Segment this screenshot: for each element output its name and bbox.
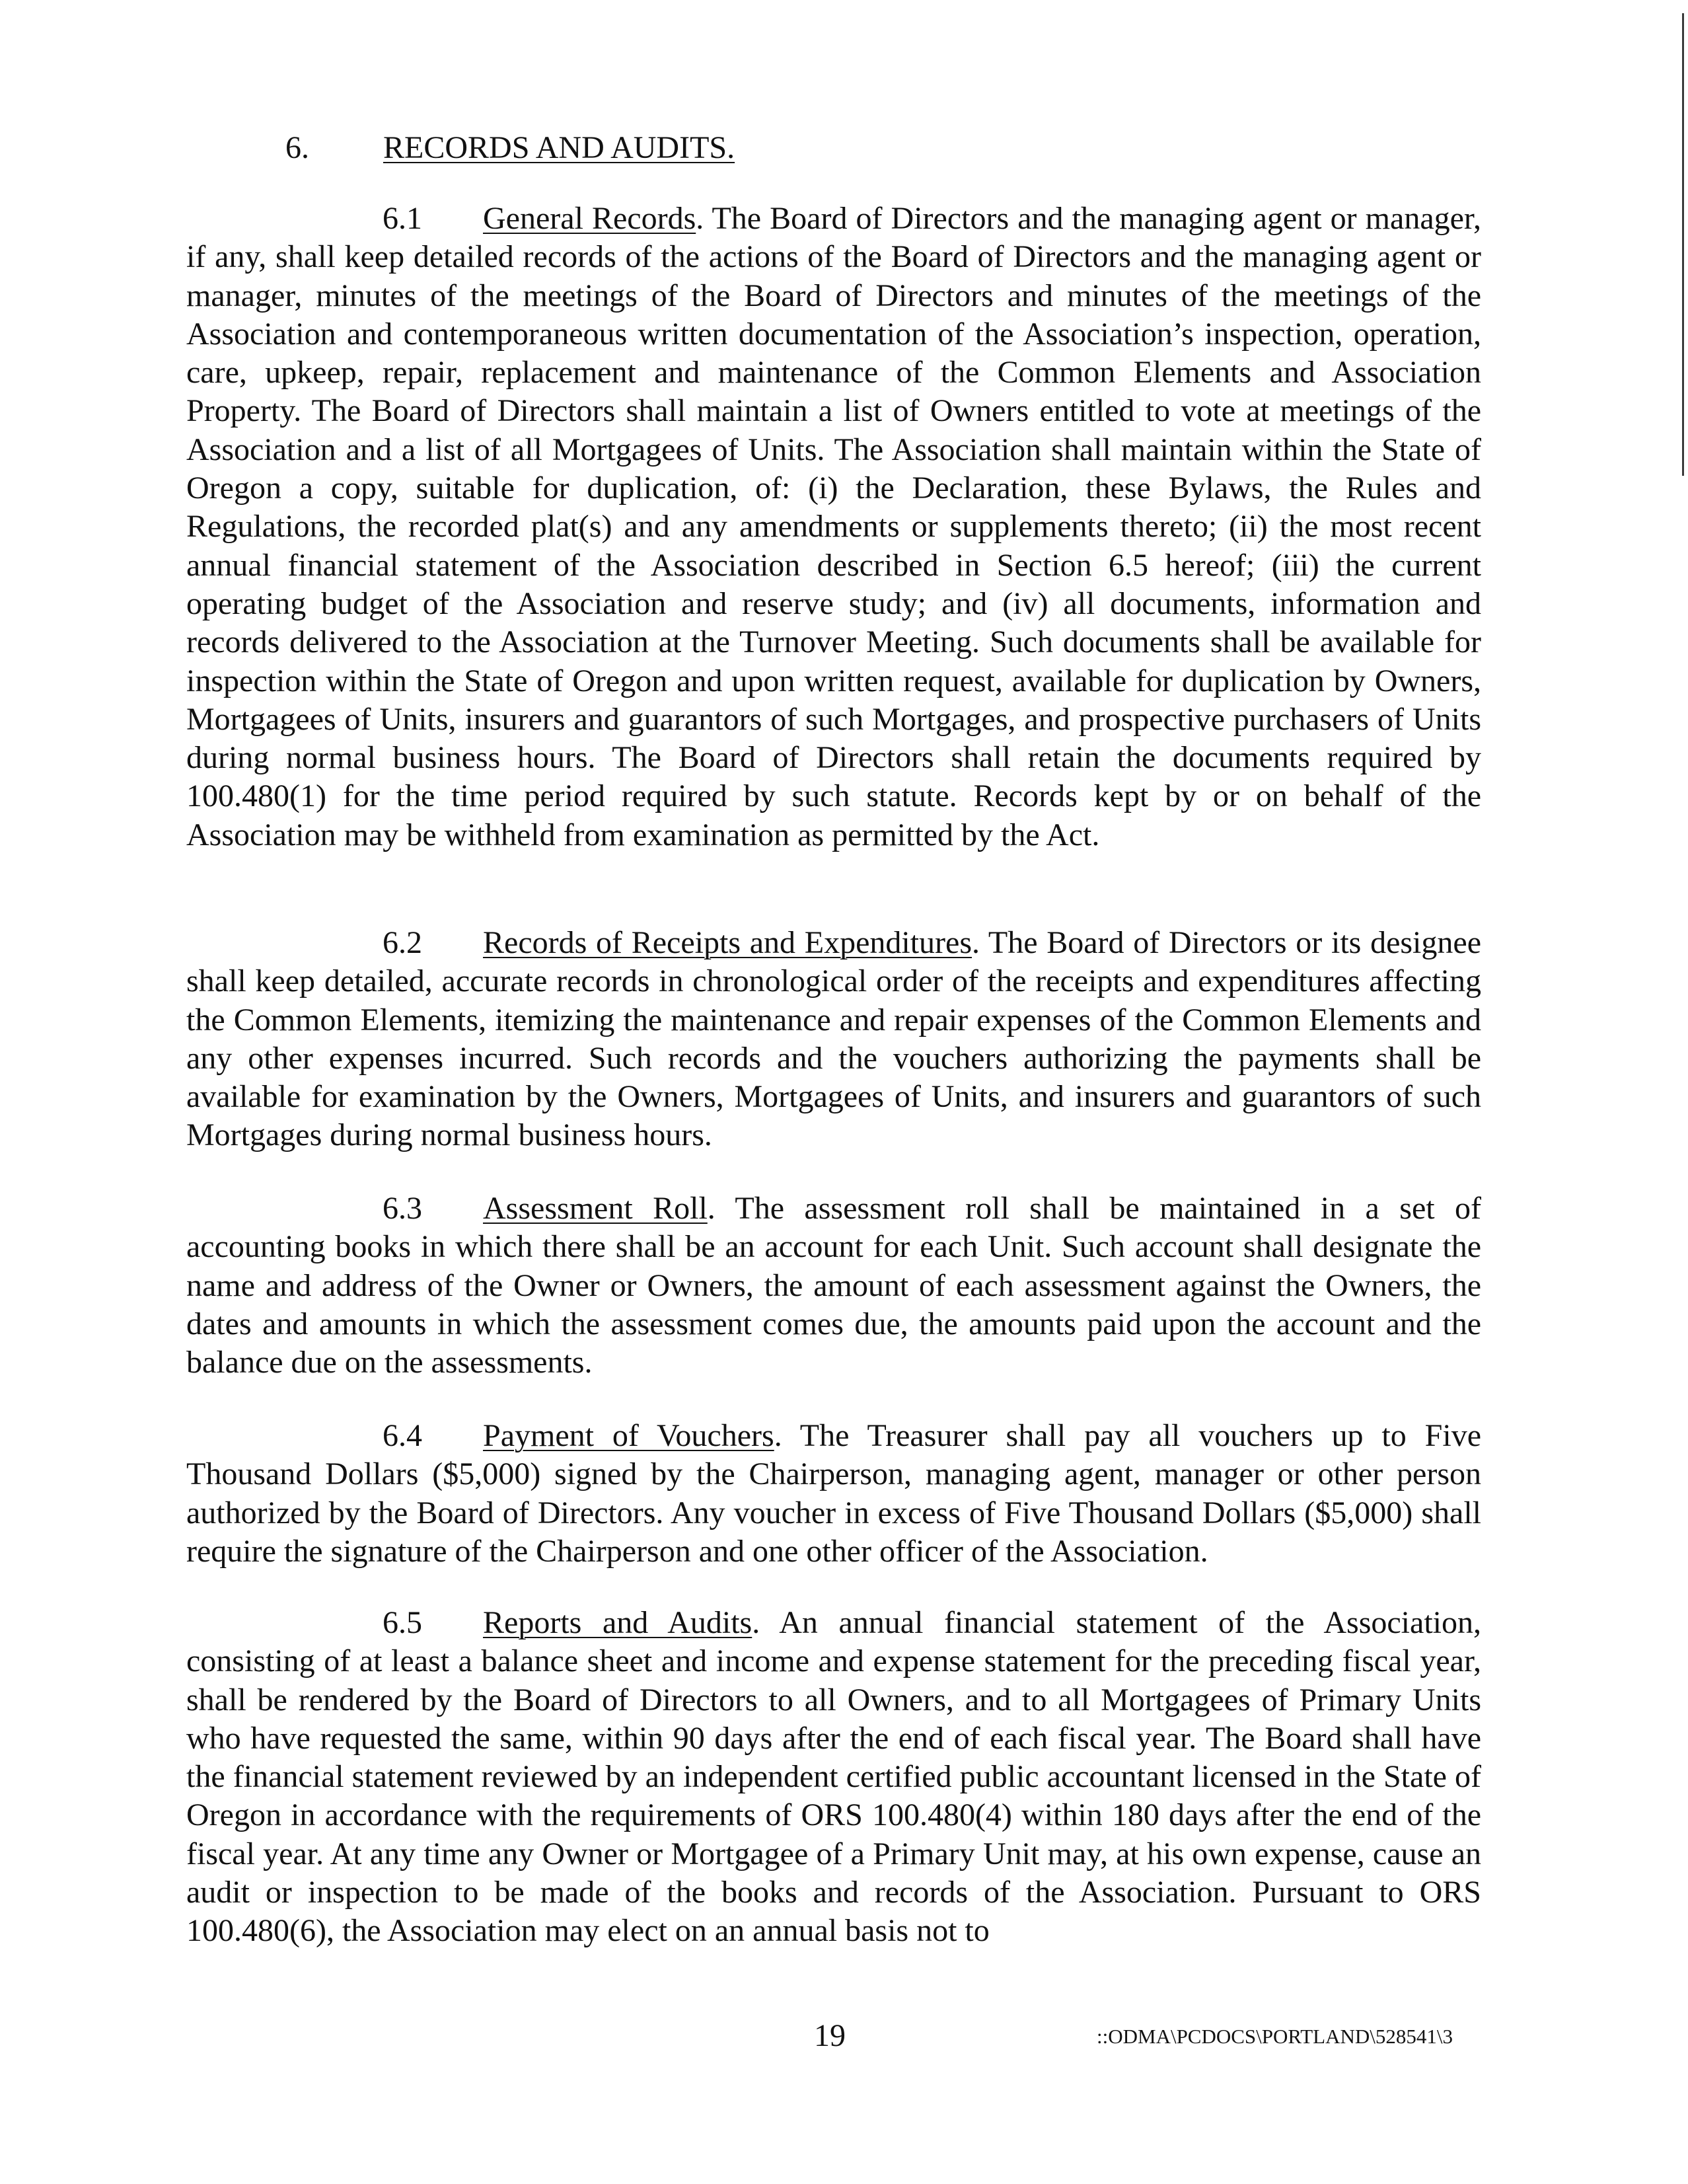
paragraph-number: 6.3 xyxy=(383,1191,422,1226)
paragraph-body: An annual financial statement of the Association, consisting of at least a balance sheet and income and expense statement for the preceding fiscal year, shall be rendered by the Board of Directors to all Owners, and to all Mortgagees of Primary Units who have requested the same, within 90 days after the end of each fiscal year. The Board shall have the financial statement reviewed by an independent certified public accountant licensed in the State of Oregon in accordance with the requirements of ORS 100.480(4) within 180 days after the end of the fiscal year. At any time any Owner or Mortgagee of a Primary Unit may, at his own expense, cause an audit or inspection to be made of the books and records of the Association. Pursuant to ORS 100.480(6), the Association may elect on an annual basis not to xyxy=(186,1605,1481,1949)
scan-edge-line xyxy=(1682,13,1684,476)
section-heading xyxy=(285,129,735,167)
paragraph-heading: General Records xyxy=(483,201,696,236)
page-number: 19 xyxy=(814,2018,846,2053)
paragraph-6-3: 6.3 Assessment Roll. The assessment roll shall be maintained in a set of accounting books in which there shall be an account for each Unit. Such account shall designate the name and address of the Owner or Owners, the amount of each assessment against the Owners, the dates and amounts in which the assessment comes due, the amounts paid upon the account and the balance due on the assessments. xyxy=(186,1191,1482,1380)
section-title: RECORDS AND AUDITS. xyxy=(383,130,735,165)
paragraph-number: 6.1 xyxy=(383,201,422,236)
paragraph-6-4: 6.4 Payment of Vouchers. The Treasurer shall pay all vouchers up to Five Thousand Dollars ($5,000) signed by the Chairperson, managing agent, manager or other person authorized by the Board of Directors. Any voucher in excess of Five Thousand Dollars ($5,000) shall require the signature of the Chairperson and one other officer of the Association. xyxy=(186,1418,1481,1569)
section-number: 6. xyxy=(285,130,309,165)
paragraph-heading: Assessment Roll xyxy=(483,1191,708,1226)
paragraph-body: The Treasurer shall pay all vouchers up to Five Thousand Dollars ($5,000) signed by the Chairperson, managing agent, manager or other person authorized by the Board of Directors. Any voucher in excess of Five Thousand Dollars ($5,000) shall require the signature of the Chairperson and one other officer of the Association. xyxy=(186,1418,1481,1569)
paragraph-6-2: 6.2 Records of Receipts and Expenditures. The Board of Directors or its designee shall keep detailed, accurate records in chronological order of the receipts and expenditures affecting the Common Elements, itemizing the maintenance and repair expenses of the Common Elements and any other expenses incurred. Such records and the vouchers authorizing the payments shall be available for examination by the Owners, Mortgagees of Units, and insurers and guarantors of such Mortgages during normal business hours. xyxy=(186,925,1482,1153)
paragraph-body: The Board of Directors or its designee shall keep detailed, accurate records in chronological order of the receipts and expenditures affecting the Common Elements, itemizing the maintenance and repair expenses of the Common Elements and any other expenses incurred. Such records and the vouchers authorizing the payments shall be available for examination by the Owners, Mortgagees of Units, and insurers and guarantors of such Mortgages during normal business hours. xyxy=(186,925,1482,1153)
paragraph-number: 6.2 xyxy=(383,925,422,960)
paragraph-number: 6.5 xyxy=(383,1605,422,1640)
paragraph-body: The Board of Directors and the managing agent or manager, if any, shall keep detailed records of the actions of the Board of Directors and the managing agent or manager, minutes of the meetings of the Board of Directors and minutes of the meetings of the Association and contemporaneous written documentation of the Association’s inspection, operation, care, upkeep, repair, replacement and maintenance of the Common Elements and Association Property. The Board of Directors shall maintain a list of Owners entitled to vote at meetings of the Association and a list of all Mortgagees of Units. The Association shall maintain within the State of Oregon a copy, suitable for duplication, of: (i) the Declaration, these Bylaws, the Rules and Regulations, the recorded plat(s) and any amendments or supplements thereto; (ii) the most recent annual financial statement of the Association described in Section 6.5 hereof; (iii) the current operating budget of the Association and reserve study; and (iv) all documents, information and records delivered to the Association at the Turnover Meeting. Such documents shall be available for inspection within the State of Oregon and upon written request, available for duplication by Owners, Mortgagees of Units, insurers and guarantors of such Mortgages, and prospective purchasers of Units during normal business hours. The Board of Directors shall retain the documents required by 100.480(1) for the time period required by such statute. Records kept by or on behalf of the Association may be withheld from examination as permitted by the Act. xyxy=(186,201,1481,852)
paragraph-heading: Payment of Vouchers xyxy=(483,1418,774,1453)
document-path: ::ODMA\PCDOCS\PORTLAND\528541\3 xyxy=(1097,2025,1453,2048)
paragraph-heading: Records of Receipts and Expenditures xyxy=(483,925,972,960)
paragraph-6-1: 6.1 General Records. The Board of Directors and the managing agent or manager, if any, shall keep detailed records of the actions of the Board of Directors and the managing agent or manager, minutes of the meetings of the Board of Directors and minutes of the meetings of the Association and contemporaneous written documentation of the Association’s inspection, operation, care, upkeep, repair, replacement and maintenance of the Common Elements and Association Property. The Board of Directors shall maintain a list of Owners entitled to vote at meetings of the Association and a list of all Mortgagees of Units. The Association shall maintain within the State of Oregon a copy, suitable for duplication, of: (i) the Declaration, these Bylaws, the Rules and Regulations, the recorded plat(s) and any amendments or supplements thereto; (ii) the most recent annual financial statement of the Association described in Section 6.5 hereof; (iii) the current operating budget of the Association and reserve study; and (iv) all documents, information and records delivered to the Association at the Turnover Meeting. Such documents shall be available for inspection within the State of Oregon and upon written request, available for duplication by Owners, Mortgagees of Units, insurers and guarantors of such Mortgages, and prospective purchasers of Units during normal business hours. The Board of Directors shall retain the documents required by 100.480(1) for the time period required by such statute. Records kept by or on behalf of the Association may be withheld from examination as permitted by the Act. xyxy=(186,201,1481,852)
paragraph-heading: Reports and Audits xyxy=(483,1605,752,1640)
paragraph-number: 6.4 xyxy=(383,1418,422,1453)
paragraph-6-5: 6.5 Reports and Audits. An annual financial statement of the Association, consisting of at least a balance sheet and income and expense statement for the preceding fiscal year, shall be rendered by the Board of Directors to all Owners, and to all Mortgagees of Primary Units who have requested the same, within 90 days after the end of each fiscal year. The Board shall have the financial statement reviewed by an independent certified public accountant licensed in the State of Oregon in accordance with the requirements of ORS 100.480(4) within 180 days after the end of the fiscal year. At any time any Owner or Mortgagee of a Primary Unit may, at his own expense, cause an audit or inspection to be made of the books and records of the Association. Pursuant to ORS 100.480(6), the Association may elect on an annual basis not to xyxy=(186,1605,1481,1949)
paragraph-body: The assessment roll shall be maintained in a set of accounting books in which there shall be an account for each Unit. Such account shall designate the name and address of the Owner or Owners, the amount of each assessment against the Owners, the dates and amounts in which the assessment comes due, the amounts paid upon the account and the balance due on the assessments. xyxy=(186,1191,1482,1380)
